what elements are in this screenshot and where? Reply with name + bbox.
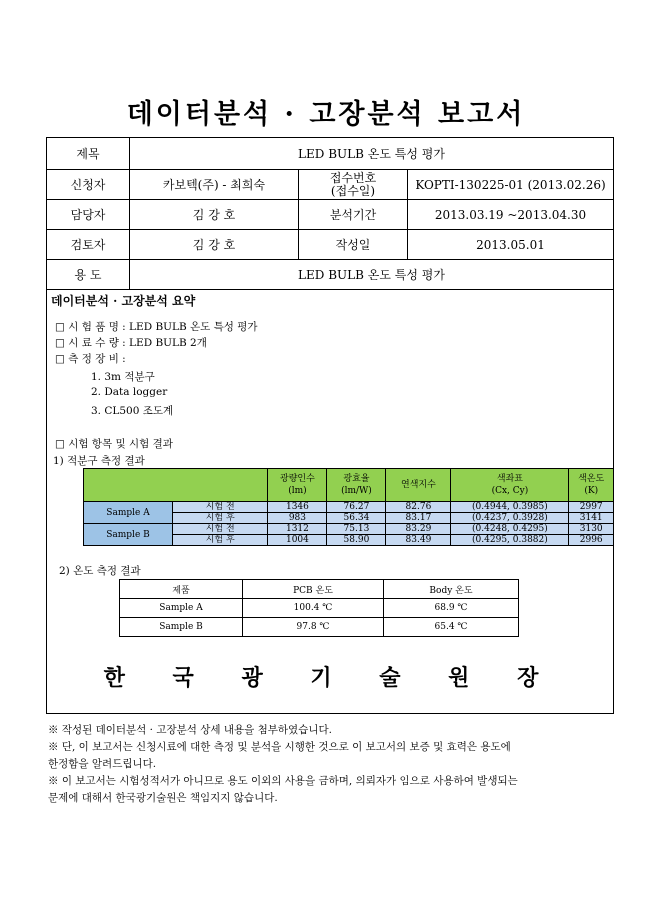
body-temp: 68.9 ℃ (384, 599, 519, 618)
cct-cell: 3141 (569, 513, 614, 524)
report-title: 데이터분석 · 고장분석 보고서 (126, 99, 526, 130)
equipment-item: 2. Data logger (91, 386, 168, 398)
reviewer-label: 검토자 (47, 230, 130, 260)
table-row (120, 618, 519, 637)
header-blank (84, 469, 268, 502)
lumen-cell: 1004 (268, 535, 327, 546)
subject-label: 제목 (47, 138, 130, 170)
receipt-no-label-line2: (접수일) (330, 183, 376, 198)
temp-header-pcb: PCB 온도 (243, 580, 384, 599)
sample-name: Sample B (84, 524, 173, 546)
temperature-table (119, 579, 519, 637)
footnote: ※ 단, 이 보고서는 신청시료에 대한 측정 및 분석을 시행한 것으로 이 보고서의 보증 및 효력은 용도에 (48, 741, 511, 753)
header-cri: 연색지수 (386, 469, 451, 502)
condition: 시험 후 (173, 535, 268, 546)
temp-sample-name: Sample B (120, 618, 243, 637)
footnote: 문제에 대해서 한국광기술원은 책임지지 않습니다. (48, 792, 278, 804)
summary-section (46, 289, 614, 714)
section2-label: 2) 온도 측정 결과 (59, 565, 141, 577)
header-efficacy: 광효율 (lm/W) (327, 469, 386, 502)
efficacy-cell: 56.34 (327, 513, 386, 524)
test-items-label: □ 시험 항목 및 시험 결과 (55, 438, 173, 450)
applicant-value: 카보텍(주) - 최희숙 (130, 170, 299, 200)
cri-cell: 83.17 (386, 513, 451, 524)
cxy-cell: (0.4237, 0.3928) (451, 513, 569, 524)
table-row (120, 599, 519, 618)
cri-cell: 83.29 (386, 524, 451, 535)
report-info-table (46, 137, 614, 290)
footnotes (48, 722, 618, 807)
measurement-table (83, 468, 614, 546)
manager-value: 김 강 호 (130, 200, 299, 230)
cct-cell: 2996 (569, 535, 614, 546)
cxy-cell: (0.4248, 0.4295) (451, 524, 569, 535)
equipment-label: □ 측 정 장 비 : (55, 353, 126, 365)
cct-cell: 2997 (569, 502, 614, 513)
applicant-label: 신청자 (47, 170, 130, 200)
condition: 시험 전 (173, 502, 268, 513)
subject-value: LED BULB 온도 특성 평가 (130, 138, 614, 170)
period-value: 2013.03.19 ~2013.04.30 (408, 200, 614, 230)
footnote: ※ 작성된 데이터분석 · 고장분석 상세 내용을 첨부하였습니다. (48, 724, 332, 736)
lumen-cell: 1346 (268, 502, 327, 513)
usage-label: 용 도 (47, 260, 130, 290)
lumen-cell: 983 (268, 513, 327, 524)
pcb-temp: 97.8 ℃ (243, 618, 384, 637)
usage-value: LED BULB 온도 특성 평가 (130, 260, 614, 290)
footnote: 한정함을 알려드립니다. (48, 758, 157, 770)
cct-cell: 3130 (569, 524, 614, 535)
equipment-item: 1. 3m 적분구 (91, 371, 155, 383)
date-label: 작성일 (299, 230, 408, 260)
footnote: ※ 이 보고서는 시험성적서가 아니므로 용도 이외의 사용을 금하며, 의뢰자가 임으로 사용하여 발생되는 (48, 775, 518, 787)
receipt-no-label (299, 170, 408, 200)
section1-label: 1) 적분구 측정 결과 (53, 455, 145, 467)
item-name: □ 시 험 품 명 : LED BULB 온도 특성 평가 (55, 321, 258, 333)
lumen-cell: 1312 (268, 524, 327, 535)
efficacy-cell: 75.13 (327, 524, 386, 535)
cxy-cell: (0.4944, 0.3985) (451, 502, 569, 513)
header-cct: 색온도 (K) (569, 469, 614, 502)
efficacy-cell: 76.27 (327, 502, 386, 513)
summary-heading: 데이터분석 · 고장분석 요약 (51, 294, 196, 308)
pcb-temp: 100.4 ℃ (243, 599, 384, 618)
header-cxy: 색좌표 (Cx, Cy) (451, 469, 569, 502)
table-row (84, 502, 614, 513)
cri-cell: 83.49 (386, 535, 451, 546)
sample-name: Sample A (84, 502, 173, 524)
receipt-no-label-line1: 접수번호 (329, 170, 377, 185)
temp-sample-name: Sample A (120, 599, 243, 618)
receipt-no-value: KOPTI-130225-01 (2013.02.26) (408, 170, 614, 200)
cxy-cell: (0.4295, 0.3882) (451, 535, 569, 546)
cri-cell: 82.76 (386, 502, 451, 513)
reviewer-value: 김 강 호 (130, 230, 299, 260)
table-row (84, 524, 614, 535)
efficacy-cell: 58.90 (327, 535, 386, 546)
date-value: 2013.05.01 (408, 230, 614, 260)
condition: 시험 후 (173, 513, 268, 524)
organization-name: 한 국 광 기 술 원 장 (103, 665, 559, 691)
header-lumen: 광량인수 (lm) (268, 469, 327, 502)
equipment-item: 3. CL500 조도계 (91, 405, 174, 417)
condition: 시험 전 (173, 524, 268, 535)
sample-qty: □ 시 료 수 량 : LED BULB 2개 (55, 337, 207, 349)
manager-label: 담당자 (47, 200, 130, 230)
temp-header-body: Body 온도 (384, 580, 519, 599)
temp-header-product: 제품 (120, 580, 243, 599)
period-label: 분석기간 (299, 200, 408, 230)
body-temp: 65.4 ℃ (384, 618, 519, 637)
